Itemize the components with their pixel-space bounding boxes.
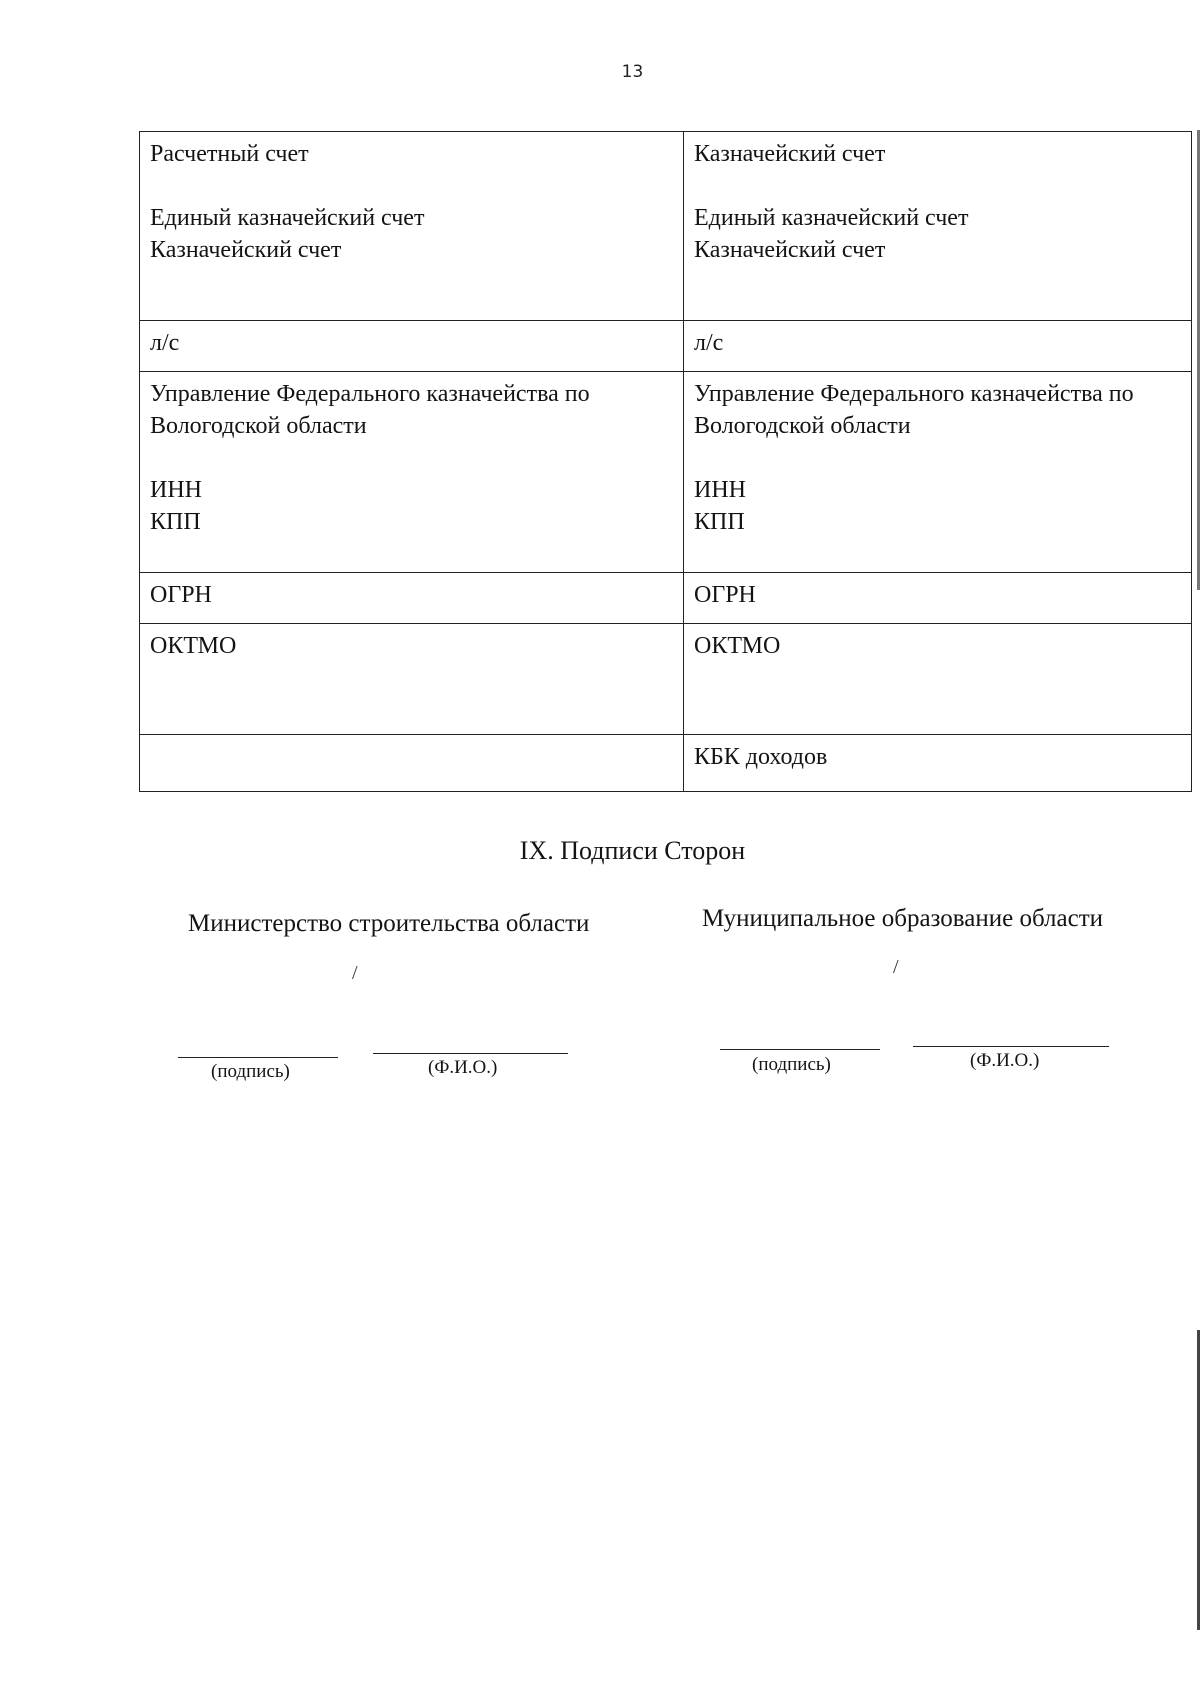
left-cell-empty xyxy=(140,735,684,792)
cell-label: Единый казначейский счет xyxy=(694,205,969,231)
table-row xyxy=(140,321,1192,372)
cell-label: КПП xyxy=(150,509,201,535)
right-name-line xyxy=(913,1046,1109,1047)
cell-label: л/с xyxy=(150,330,180,356)
right-cell-treasury xyxy=(684,372,1192,573)
table-row xyxy=(140,132,1192,321)
table-row xyxy=(140,735,1192,792)
table-row xyxy=(140,624,1192,735)
cell-label: л/с xyxy=(694,330,724,356)
cell-label: ИНН xyxy=(150,477,202,503)
cell-label: ОКТМО xyxy=(694,633,781,659)
left-signature-line xyxy=(178,1057,338,1058)
table-row xyxy=(140,372,1192,573)
right-name-caption: (Ф.И.О.) xyxy=(970,1050,1040,1071)
right-party-title: Муниципальное образование области xyxy=(702,905,1104,932)
cell-label: Управление Федерального казначейства по Вологодской области xyxy=(150,381,590,439)
requisites-table xyxy=(139,131,1192,792)
page-number: 13 xyxy=(621,62,644,82)
cell-label: Управление Федерального казначейства по Вологодской области xyxy=(694,381,1134,439)
left-cell-treasury xyxy=(140,372,684,573)
cell-label: Казначейский счет xyxy=(150,237,342,263)
cell-label: Единый казначейский счет xyxy=(150,205,425,231)
right-signature-caption: (подпись) xyxy=(752,1054,831,1075)
left-cell-ogrn xyxy=(140,573,684,624)
right-cell-accounts xyxy=(684,132,1192,321)
cell-label: ОГРН xyxy=(150,582,212,608)
cell-label: Расчетный счет xyxy=(150,141,309,167)
left-cell-ls xyxy=(140,321,684,372)
section-title: IX. Подписи Сторон xyxy=(519,836,746,865)
left-party-title: Министерство строительства области xyxy=(188,910,590,937)
cell-label: Казначейский счет xyxy=(694,237,886,263)
right-signature-slash: / xyxy=(893,956,899,978)
cell-label: ОКТМО xyxy=(150,633,237,659)
right-cell-kbk xyxy=(684,735,1192,792)
table-row xyxy=(140,573,1192,624)
cell-label: ИНН xyxy=(694,477,746,503)
right-cell-oktmo xyxy=(684,624,1192,735)
left-cell-oktmo xyxy=(140,624,684,735)
left-signature-caption: (подпись) xyxy=(211,1061,290,1082)
left-signature-slash: / xyxy=(352,962,358,984)
left-cell-accounts xyxy=(140,132,684,321)
cell-label: ОГРН xyxy=(694,582,756,608)
cell-label: Казначейский счет xyxy=(694,141,886,167)
right-cell-ls xyxy=(684,321,1192,372)
left-name-caption: (Ф.И.О.) xyxy=(428,1057,498,1078)
cell-label: КБК доходов xyxy=(694,744,828,770)
left-name-line xyxy=(373,1053,568,1054)
cell-label: КПП xyxy=(694,509,745,535)
right-cell-ogrn xyxy=(684,573,1192,624)
right-signature-line xyxy=(720,1049,880,1050)
